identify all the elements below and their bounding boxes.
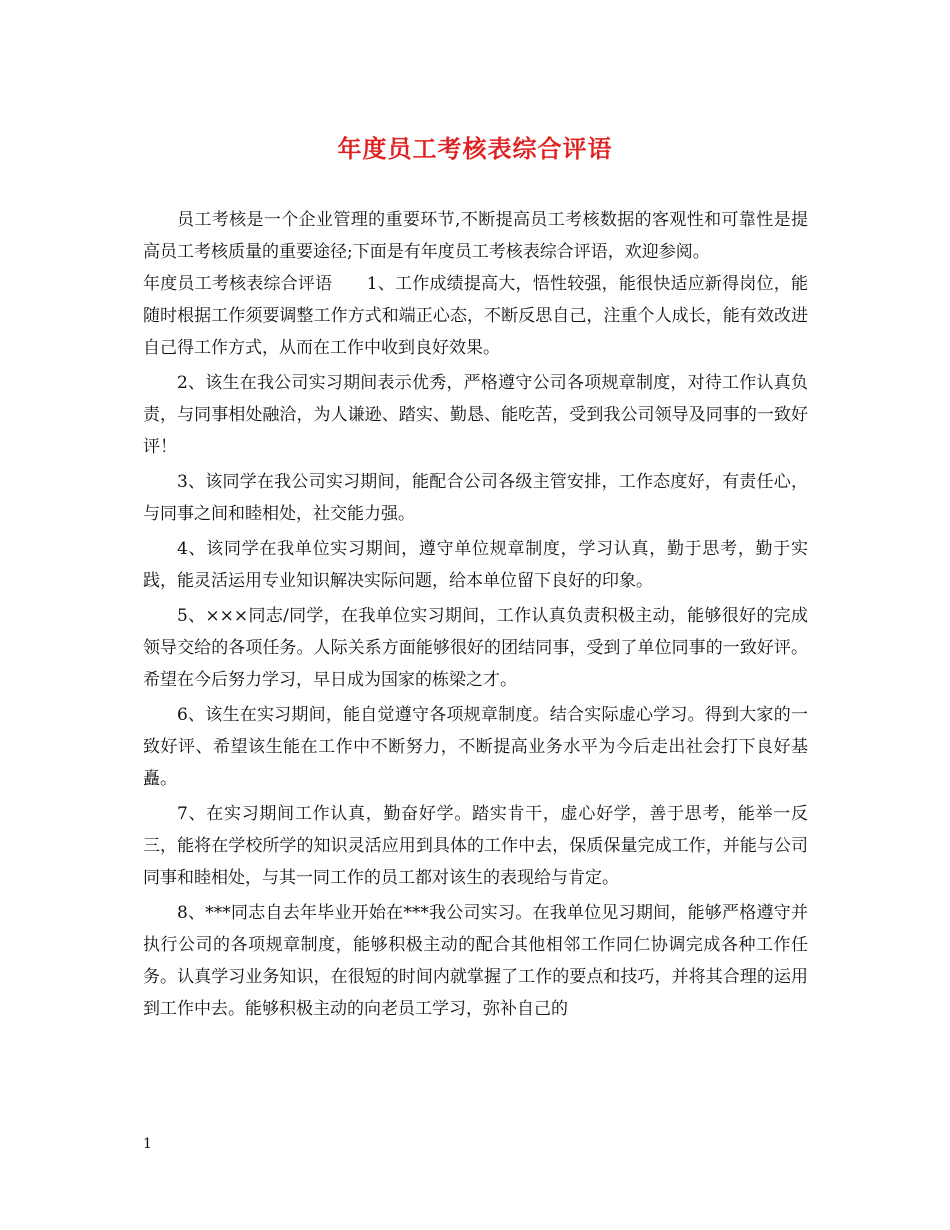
comment-item-7: 7、在实习期间工作认真，勤奋好学。踏实肯干，虚心好学，善于思考，能举一反三，能将在学校所学的知识灵活应用到具体的工作中去，保质保量完成工作，并能与公司同事和睦相处，与其一同工作的员工都对该生的表现给与肯定。 [143,804,808,888]
page-number: 1 [143,1136,152,1152]
comment-item-6: 6、该生在实习期间，能自觉遵守各项规章制度。结合实际虚心学习。得到大家的一致好评、希望该生能在工作中不断努力，不断提高业务水平为今后走出社会打下良好基矗。 [143,705,808,789]
comment-item-3: 3、该同学在我公司实习期间，能配合公司各级主管安排，工作态度好，有责任心，与同事之间和睦相处，社交能力强。 [143,472,808,524]
document-title: 年度员工考核表综合评语 [337,134,613,163]
comment-item-4: 4、该同学在我单位实习期间，遵守单位规章制度，学习认真，勤于思考，勤于实践，能灵活运用专业知识解决实际问题，给本单位留下良好的印象。 [143,539,808,591]
comment-item-1: 年度员工考核表综合评语 1、工作成绩提高大，悟性较强，能很快适应新得岗位，能随时根据工作须要调整工作方式和端正心态，不断反思自己，注重个人成长，能有效改进自己得工作方式，从而在工作中收到良好效果。 [143,274,808,358]
document-body [143,204,808,1028]
comment-item-8: 8、***同志自去年毕业开始在***我公司实习。在我单位见习期间，能够严格遵守并执行公司的各项规章制度，能够积极主动的配合其他相邻工作同仁协调完成各种工作任务。认真学习业务知识，在很短的时间内就掌握了工作的要点和技巧，并将其合理的运用到工作中去。能够积极主动的向老员工学习，弥补自己的 [143,903,808,1019]
intro-paragraph: 员工考核是一个企业管理的重要环节,不断提高员工考核数据的客观性和可靠性是提高员工考核质量的重要途径;下面是有年度员工考核表综合评语，欢迎参阅。 [143,210,808,262]
comment-item-5: 5、×××同志/同学，在我单位实习期间，工作认真负责积极主动，能够很好的完成领导交给的各项任务。人际关系方面能够很好的团结同事，受到了单位同事的一致好评。希望在今后努力学习，早日成为国家的栋梁之才。 [143,606,808,690]
comment-item-2: 2、该生在我公司实习期间表示优秀，严格遵守公司各项规章制度，对待工作认真负责，与同事相处融洽，为人谦逊、踏实、勤恳、能吃苦，受到我公司领导及同事的一致好评！ [143,373,808,457]
